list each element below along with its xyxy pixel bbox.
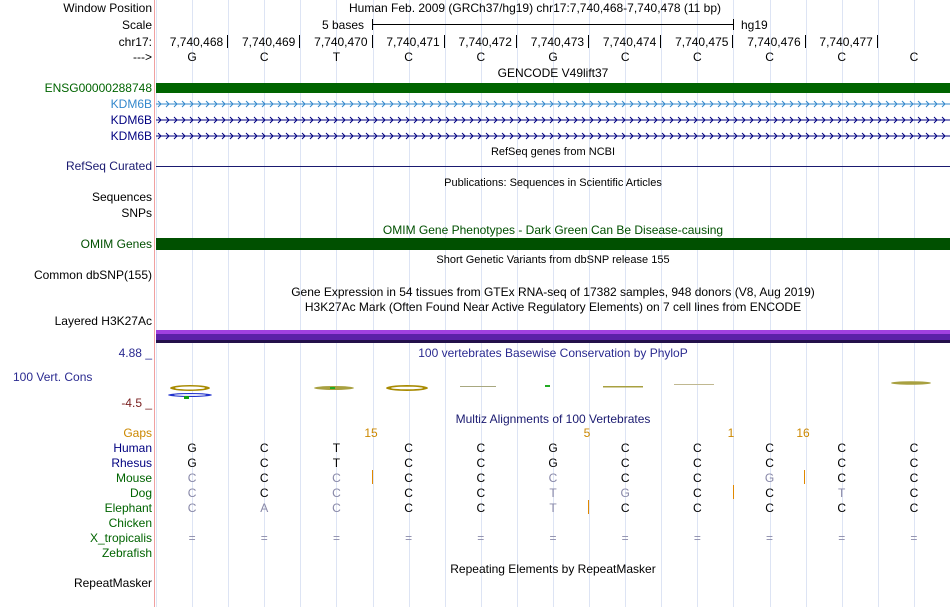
conservation-max: 4.88 _: [118, 346, 152, 360]
conservation-peak-3: [386, 385, 428, 391]
conservation-label[interactable]: 100 Vert. Cons: [13, 370, 93, 384]
conservation-peak-2: [314, 386, 354, 390]
ruler-position-label: 7,740,473: [530, 35, 585, 49]
aligned-base: C: [765, 486, 774, 500]
ruler-tick: [877, 35, 878, 48]
species-label[interactable]: Chicken: [108, 516, 152, 530]
reference-base: C: [259, 50, 269, 64]
aligned-base: T: [332, 441, 341, 455]
aligned-base: C: [259, 441, 269, 455]
conservation-title: 100 vertebrates Basewise Conservation by PhyloP: [418, 346, 688, 360]
aligned-base: =: [766, 531, 774, 545]
window-position-label: Window Position: [63, 1, 152, 15]
refseq-line[interactable]: [156, 166, 950, 167]
ruler-position-label: 7,740,474: [602, 35, 657, 49]
scale-text: 5 bases: [322, 18, 365, 32]
aligned-base: T: [332, 456, 341, 470]
ruler-tick: [660, 35, 661, 48]
aligned-base: =: [838, 531, 846, 545]
aligned-base: C: [259, 486, 269, 500]
publications-title: Publications: Sequences in Scientific Articles: [444, 177, 662, 189]
aligned-base: T: [838, 486, 846, 500]
conservation-plot[interactable]: [156, 374, 950, 404]
reference-base: C: [693, 50, 702, 64]
aligned-base: C: [909, 471, 919, 485]
aligned-base: =: [332, 531, 340, 545]
aligned-base: C: [187, 471, 197, 485]
gap-count: 5: [583, 426, 591, 440]
gap-count: 16: [796, 426, 810, 440]
aligned-base: C: [259, 471, 269, 485]
dbsnp-title: Short Genetic Variants from dbSNP release 155: [436, 254, 670, 266]
gencode-intron-line[interactable]: [156, 115, 950, 125]
conservation-peak-8: [891, 381, 931, 385]
aligned-base: C: [837, 456, 847, 470]
aligned-base: C: [187, 501, 197, 515]
aligned-base: C: [693, 441, 702, 455]
ruler-tick: [805, 35, 806, 48]
reference-base: C: [620, 50, 630, 64]
aligned-base: =: [477, 531, 485, 545]
aligned-base: C: [765, 456, 774, 470]
aligned-base: C: [909, 456, 919, 470]
ruler-position-label: 7,740,477: [819, 35, 873, 49]
aligned-base: C: [332, 486, 341, 500]
aligned-base: C: [404, 456, 413, 470]
reference-base: T: [332, 50, 341, 64]
aligned-base: C: [909, 501, 919, 515]
label-divider: [154, 0, 155, 607]
ruler-position-label: 7,740,471: [386, 35, 440, 49]
aligned-base: =: [910, 531, 918, 545]
aligned-base: G: [548, 441, 558, 455]
multiz-title: Multiz Alignments of 100 Vertebrates: [455, 412, 651, 426]
aligned-base: =: [405, 531, 413, 545]
aligned-base: C: [476, 456, 486, 470]
reference-base: C: [765, 50, 774, 64]
gencode-row-label[interactable]: ENSG00000288748: [44, 81, 152, 95]
ruler-position-label: 7,740,469: [241, 35, 296, 49]
species-label[interactable]: Zebrafish: [101, 546, 152, 560]
sequences-label[interactable]: Sequences: [91, 190, 152, 204]
reference-base: C: [404, 50, 413, 64]
aligned-base: =: [549, 531, 557, 545]
scale-bar: [372, 24, 734, 25]
aligned-base: C: [620, 456, 630, 470]
reference-base: G: [187, 50, 197, 64]
aligned-base: C: [620, 501, 630, 515]
gap-marker: [804, 470, 805, 484]
aligned-base: C: [693, 501, 702, 515]
dbsnp-label[interactable]: Common dbSNP(155): [33, 268, 152, 282]
refseq-label[interactable]: RefSeq Curated: [65, 159, 152, 173]
species-label[interactable]: Human: [113, 441, 152, 455]
aligned-base: C: [476, 441, 486, 455]
conservation-peak-5: [545, 385, 550, 387]
aligned-base: C: [909, 441, 919, 455]
aligned-base: G: [187, 441, 197, 455]
ruler-tick: [732, 35, 733, 48]
scale-bar-right-tick: [733, 19, 734, 30]
scale-assembly: hg19: [741, 18, 768, 32]
h3k27ac-label[interactable]: Layered H3K27Ac: [54, 314, 152, 328]
aligned-base: G: [187, 456, 197, 470]
gencode-title: GENCODE V49lift37: [497, 66, 609, 80]
reference-base: C: [476, 50, 486, 64]
aligned-base: C: [187, 486, 197, 500]
aligned-base: =: [188, 531, 196, 545]
aligned-base: C: [404, 471, 413, 485]
aligned-base: C: [404, 441, 413, 455]
aligned-base: C: [259, 456, 269, 470]
gencode-row-label[interactable]: KDM6B: [110, 113, 152, 127]
h3k27ac-title: H3K27Ac Mark (Often Found Near Active Regulatory Elements) on 7 cell lines from ENCODE: [304, 300, 802, 314]
aligned-base: C: [476, 501, 486, 515]
aligned-base: C: [332, 501, 341, 515]
species-label[interactable]: X_tropicalis: [89, 531, 152, 545]
species-label[interactable]: Elephant: [104, 501, 152, 515]
repeatmasker-title: Repeating Elements by RepeatMasker: [450, 562, 656, 576]
ruler-tick: [372, 35, 373, 48]
species-label[interactable]: Mouse: [115, 471, 152, 485]
ruler-tick: [516, 35, 517, 48]
aligned-base: C: [765, 441, 774, 455]
gap-marker: [588, 500, 589, 514]
ruler-position-label: 7,740,475: [675, 35, 729, 49]
ruler-position-label: 7,740,476: [747, 35, 801, 49]
aligned-base: C: [548, 471, 558, 485]
gencode-exon-block[interactable]: [156, 83, 950, 93]
conservation-peak-6: [603, 386, 643, 388]
aligned-base: C: [837, 501, 847, 515]
conservation-peak-4: [460, 386, 496, 387]
reference-base: C: [909, 50, 919, 64]
conservation-peak-7: [674, 384, 714, 385]
species-label[interactable]: Dog: [129, 486, 152, 500]
aligned-base: A: [260, 501, 269, 515]
gencode-intron-line[interactable]: [156, 99, 950, 109]
omim-label[interactable]: OMIM Genes: [80, 237, 152, 251]
ruler-tick: [444, 35, 445, 48]
snps-label[interactable]: SNPs: [121, 206, 152, 220]
strand-arrow-label: --->: [133, 50, 152, 64]
aligned-base: T: [549, 501, 557, 515]
aligned-base: C: [909, 486, 919, 500]
aligned-base: C: [476, 471, 486, 485]
gap-marker: [733, 485, 734, 499]
aligned-base: C: [693, 456, 702, 470]
aligned-base: G: [620, 486, 630, 500]
gap-marker: [372, 470, 373, 484]
gap-count: 1: [727, 426, 735, 440]
conservation-peak-1: [168, 385, 212, 399]
aligned-base: C: [693, 471, 702, 485]
aligned-base: C: [765, 501, 774, 515]
aligned-base: C: [620, 441, 630, 455]
aligned-base: C: [693, 486, 702, 500]
repeatmasker-label[interactable]: RepeatMasker: [73, 576, 152, 590]
gencode-intron-line[interactable]: [156, 131, 950, 141]
reference-base: G: [548, 50, 558, 64]
aligned-base: =: [693, 531, 701, 545]
aligned-base: C: [620, 471, 630, 485]
ruler-position-label: 7,740,472: [458, 35, 512, 49]
omim-title: OMIM Gene Phenotypes - Dark Green Can Be Disease-causing: [382, 223, 724, 237]
species-label[interactable]: Rhesus: [111, 456, 152, 470]
gaps-label: Gaps: [123, 426, 152, 440]
aligned-base: C: [332, 471, 341, 485]
aligned-base: C: [837, 471, 847, 485]
aligned-base: C: [404, 501, 413, 515]
gencode-row-label[interactable]: KDM6B: [110, 97, 152, 111]
conservation-min: -4.5 _: [121, 396, 152, 410]
aligned-base: C: [404, 486, 413, 500]
refseq-title: RefSeq genes from NCBI: [490, 146, 616, 158]
ruler-position-label: 7,740,470: [314, 35, 368, 49]
aligned-base: G: [548, 456, 558, 470]
aligned-base: T: [549, 486, 557, 500]
scale-bar-left-tick: [372, 19, 373, 30]
chrom-label: chr17:: [118, 35, 152, 49]
aligned-base: C: [837, 441, 847, 455]
gtex-title: Gene Expression in 54 tissues from GTEx RNA-seq of 17382 samples, 948 donors (V8, Aug 2019): [291, 285, 815, 299]
ruler-tick: [227, 35, 228, 48]
omim-feature[interactable]: [156, 238, 950, 250]
gap-count: 15: [364, 426, 378, 440]
ruler-tick: [588, 35, 589, 48]
aligned-base: G: [764, 471, 775, 485]
aligned-base: =: [621, 531, 629, 545]
window-position-value: Human Feb. 2009 (GRCh37/hg19) chr17:7,740,468-7,740,478 (11 bp): [349, 1, 722, 15]
aligned-base: C: [476, 486, 486, 500]
aligned-base: =: [260, 531, 268, 545]
ruler-position-label: 7,740,468: [169, 35, 224, 49]
gencode-row-label[interactable]: KDM6B: [110, 129, 152, 143]
h3k27ac-signal-base[interactable]: [156, 340, 950, 343]
scale-label: Scale: [121, 18, 152, 32]
ruler-tick: [299, 35, 300, 48]
reference-base: C: [837, 50, 847, 64]
